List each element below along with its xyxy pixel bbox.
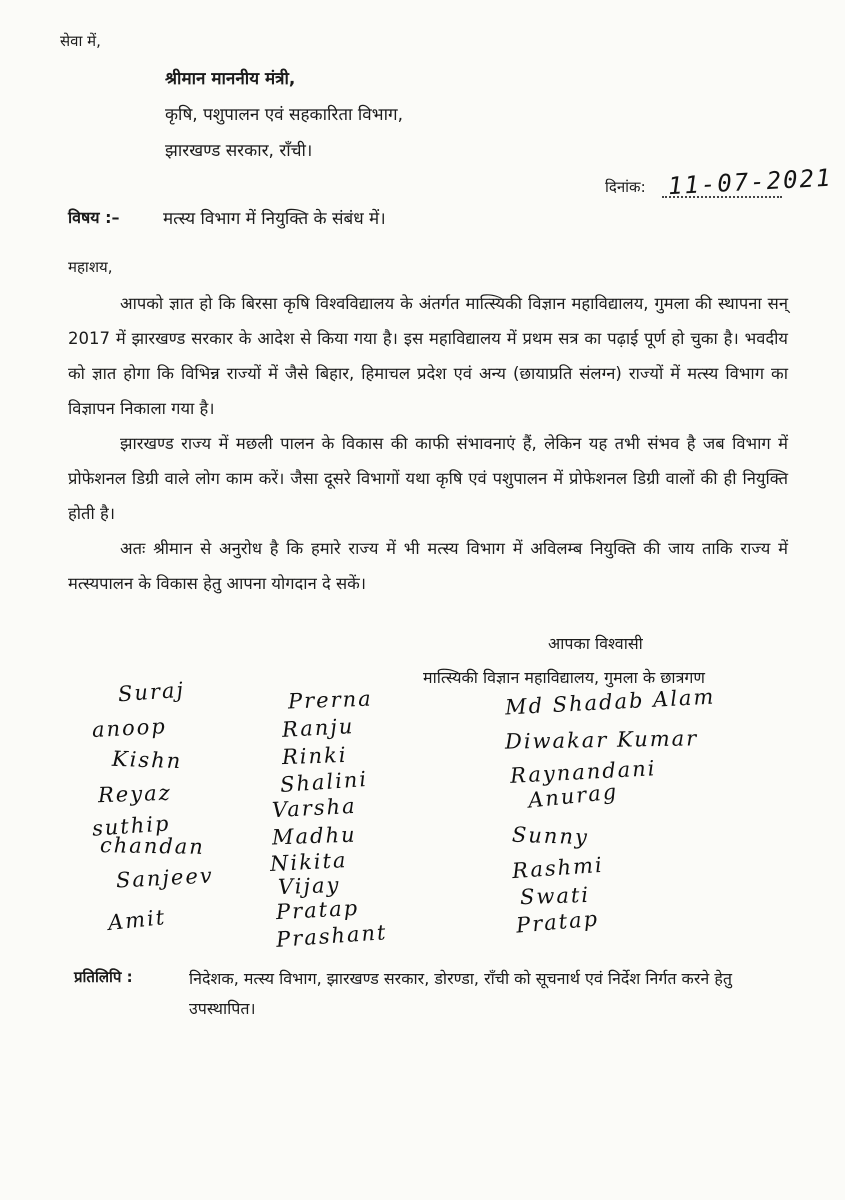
greeting: महाशय, <box>68 258 113 276</box>
signature: Swati <box>519 882 591 910</box>
signature: Amit <box>106 905 168 935</box>
signature: Vijay <box>277 872 341 900</box>
signature: Madhu <box>271 822 357 850</box>
signature: Anurag <box>526 779 620 813</box>
signature: Kishn <box>111 746 183 774</box>
cc-text: निदेशक, मत्स्य विभाग, झारखण्ड सरकार, डोरण्डा, राँची को सूचनार्थ एवं निर्देश निर्गत करने हेतु उपस्थापित। <box>189 969 732 1018</box>
closing: आपका विश्वासी <box>548 634 643 653</box>
recipient-line-1: श्रीमान माननीय मंत्री, <box>165 69 296 89</box>
paragraph-1-text: आपको ज्ञात हो कि बिरसा कृषि विश्वविद्यालय के अंतर्गत मात्स्यिकी विज्ञान महाविद्यालय, गुमला की स्थापना सन् 2017 में झारखण्ड सरकार के आदेश से किया गया है। इस महाविद्यालय में प्रथम सत्र का पढ़ाई पूर्ण हो चुका है। भवदीय को ज्ञात होगा कि विभिन्न राज्यों में जैसे बिहार, हिमाचल प्रदेश एवं अन्य (छायाप्रति संलग्न) राज्यों में मत्स्य विभाग का विज्ञापन निकाला गया है। <box>68 294 788 418</box>
date-dotted-line <box>662 196 782 198</box>
subject-label: विषय :– <box>68 208 120 227</box>
signature: Prerna <box>287 686 374 714</box>
signature: Pratap <box>275 895 360 925</box>
signature: Reyaz <box>97 780 173 808</box>
paragraph-3-text: अतः श्रीमान से अनुरोध है कि हमारे राज्य में भी मत्स्य विभाग में अविलम्ब नियुक्ति की जाय ताकि राज्य में मत्स्यपालन के विकास हेतु आपना योगदान दे सकें। <box>68 539 788 593</box>
signature: Diwakar Kumar <box>504 726 699 754</box>
body-paragraph-3 <box>68 531 788 601</box>
signature: Varsha <box>271 793 358 823</box>
body-paragraph-1 <box>68 286 788 426</box>
signature: Shalini <box>279 766 369 798</box>
signature: Nikita <box>269 847 349 877</box>
cc-label: प्रतिलिपि : <box>74 968 133 986</box>
subject-text: मत्स्य विभाग में नियुक्ति के संबंध में। <box>163 209 386 229</box>
signature: Suraj <box>117 677 186 707</box>
signature: chandan <box>99 833 206 859</box>
signature: Md Shadab Alam <box>504 684 716 720</box>
signature: Ranju <box>281 714 355 742</box>
signature: Prashant <box>275 920 389 952</box>
recipient-line-3: झारखण्ड सरकार, राँची। <box>165 141 313 161</box>
signature: Sunny <box>511 822 590 850</box>
signature: Rashmi <box>511 852 605 884</box>
recipient-line-2: कृषि, पशुपालन एवं सहकारिता विभाग, <box>165 105 404 125</box>
signature: suthip <box>91 811 172 841</box>
signature: Raynandani <box>509 756 657 788</box>
date-value: 11-07-2021 <box>667 163 834 201</box>
to-prefix: सेवा में, <box>60 32 101 50</box>
paragraph-2-text: झारखण्ड राज्य में मछली पालन के विकास की काफी संभावनाएं हैं, लेकिन यह तभी संभव है जब विभाग में प्रोफेशनल डिग्री वाले लोग काम करें। जैसा दूसरे विभागों यथा कृषि एवं पशुपालन में प्रोफेशनल डिग्री वालों की ही नियुक्ति होती है। <box>68 434 788 523</box>
date-label: दिनांक: <box>605 178 646 196</box>
signature: Pratap <box>515 906 600 938</box>
body-paragraph-2 <box>68 426 788 531</box>
signature: Sanjeev <box>115 863 215 893</box>
signers-label: मात्स्यिकी विज्ञान महाविद्यालय, गुमला के छात्रगण <box>423 668 705 687</box>
signature: Rinki <box>281 742 348 770</box>
signature: anoop <box>91 714 168 742</box>
